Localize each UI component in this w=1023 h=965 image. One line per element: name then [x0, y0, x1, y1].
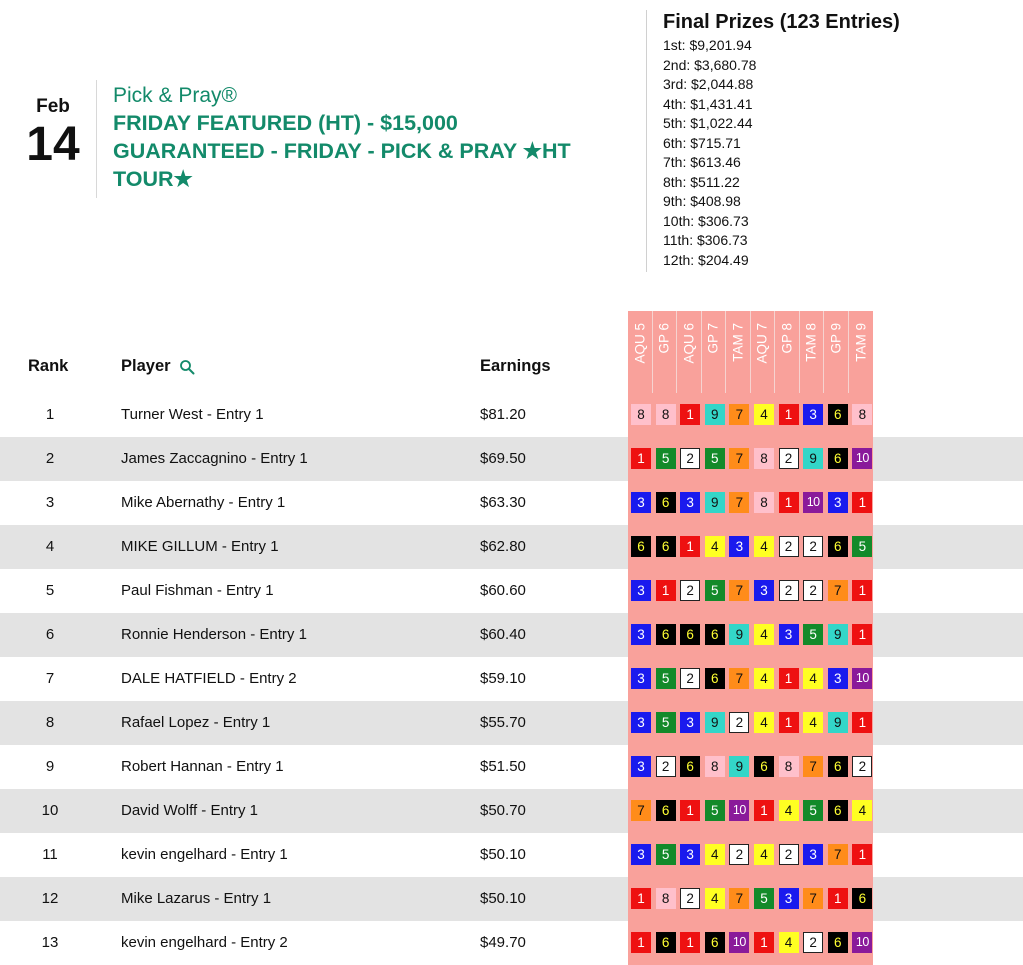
rank-cell: 4	[45, 538, 55, 555]
pick-badge: 8	[631, 404, 651, 425]
pick-badge: 2	[803, 580, 823, 601]
pick-badge: 2	[680, 580, 700, 601]
table-row[interactable]	[0, 437, 1023, 481]
pick-badge: 3	[729, 536, 749, 557]
earnings-cell: $50.10	[480, 846, 526, 863]
earnings-cell: $51.50	[480, 758, 526, 775]
pick-badge: 10	[803, 492, 823, 513]
rank-cell: 8	[45, 714, 55, 731]
prize-list	[663, 36, 1003, 270]
pick-badge: 4	[754, 668, 774, 689]
pick-badge: 1	[680, 932, 700, 953]
pick-badge: 7	[729, 580, 749, 601]
pick-badge: 6	[852, 888, 872, 909]
event-brand: Pick & Pray®	[113, 84, 238, 107]
pick-badge: 7	[828, 844, 848, 865]
pick-badge: 6	[828, 800, 848, 821]
picks	[631, 932, 872, 953]
pick-badge: 1	[779, 404, 799, 425]
pick-badge: 5	[852, 536, 872, 557]
table-row[interactable]	[0, 525, 1023, 569]
prize-line: 9th: $408.98	[663, 193, 741, 209]
prize-line: 6th: $715.71	[663, 134, 741, 151]
pick-badge: 8	[656, 888, 676, 909]
pick-badge: 7	[729, 492, 749, 513]
pick-badge: 3	[779, 888, 799, 909]
rank-cell: 1	[45, 406, 55, 423]
table-row[interactable]	[0, 569, 1023, 613]
pick-badge: 8	[656, 404, 676, 425]
rank-cell: 12	[41, 890, 59, 907]
pick-badge: 2	[779, 448, 799, 469]
event-info	[113, 82, 613, 193]
pick-badge: 8	[852, 404, 872, 425]
rank-cell: 2	[45, 450, 55, 467]
pick-badge: 5	[656, 448, 676, 469]
prize-line: 7th: $613.46	[663, 154, 741, 170]
player-cell[interactable]: Paul Fishman - Entry 1	[121, 582, 274, 599]
pick-badge: 2	[680, 668, 700, 689]
pick-badge: 5	[705, 448, 725, 469]
player-cell[interactable]: kevin engelhard - Entry 1	[121, 846, 288, 863]
pick-badge: 10	[729, 932, 749, 953]
pick-badge: 2	[803, 932, 823, 953]
race-header	[775, 311, 800, 395]
pick-badge: 2	[656, 756, 676, 777]
rank-cell: 7	[45, 670, 55, 687]
table-row[interactable]	[0, 481, 1023, 525]
pick-badge: 4	[803, 712, 823, 733]
pick-badge: 3	[631, 712, 651, 733]
pick-badge: 1	[779, 668, 799, 689]
pick-badge: 5	[803, 624, 823, 645]
race-header	[726, 311, 751, 395]
pick-badge: 1	[852, 844, 872, 865]
pick-badge: 8	[754, 448, 774, 469]
pick-badge: 3	[631, 756, 651, 777]
pick-badge: 1	[852, 492, 872, 513]
player-cell[interactable]: David Wolff - Entry 1	[121, 802, 258, 819]
race-header	[653, 311, 678, 395]
pick-badge: 10	[852, 448, 872, 469]
race-header	[702, 311, 727, 395]
pick-badge: 1	[852, 580, 872, 601]
pick-badge: 5	[754, 888, 774, 909]
race-label: AQU 6	[681, 323, 697, 364]
earnings-header[interactable]: Earnings	[480, 357, 551, 375]
pick-badge: 9	[705, 492, 725, 513]
pick-badge: 4	[705, 536, 725, 557]
pick-badge: 6	[680, 756, 700, 777]
final-prizes	[646, 10, 1003, 272]
earnings-cell: $60.60	[480, 582, 526, 599]
pick-badge: 4	[754, 844, 774, 865]
race-header	[824, 311, 849, 395]
pick-badge: 3	[680, 492, 700, 513]
table-row[interactable]	[0, 877, 1023, 921]
search-icon[interactable]	[179, 359, 195, 375]
picks	[631, 756, 872, 777]
pick-badge: 8	[705, 756, 725, 777]
pick-badge: 9	[803, 448, 823, 469]
pick-badge: 3	[803, 404, 823, 425]
pick-badge: 6	[754, 756, 774, 777]
pick-badge: 5	[705, 580, 725, 601]
pick-badge: 3	[631, 668, 651, 689]
race-header	[751, 311, 776, 395]
pick-badge: 1	[631, 932, 651, 953]
event-month: Feb	[36, 96, 70, 117]
rank-cell: 3	[45, 494, 55, 511]
player-cell[interactable]: Turner West - Entry 1	[121, 406, 264, 423]
race-label: GP 7	[705, 323, 721, 354]
pick-badge: 6	[705, 668, 725, 689]
player-cell[interactable]: kevin engelhard - Entry 2	[121, 934, 288, 951]
event-day: 14	[26, 118, 80, 171]
pick-badge: 6	[705, 624, 725, 645]
pick-badge: 6	[656, 624, 676, 645]
race-label: AQU 7	[754, 323, 770, 364]
race-label: AQU 5	[632, 323, 648, 364]
race-headers	[628, 311, 873, 395]
pick-badge: 2	[779, 580, 799, 601]
picks	[631, 800, 872, 821]
pick-badge: 3	[631, 492, 651, 513]
picks	[631, 888, 872, 909]
pick-badge: 6	[828, 448, 848, 469]
pick-badge: 1	[631, 448, 651, 469]
pick-badge: 5	[656, 712, 676, 733]
pick-badge: 2	[803, 536, 823, 557]
pick-badge: 7	[803, 888, 823, 909]
table-row[interactable]	[0, 393, 1023, 437]
pick-badge: 7	[631, 800, 651, 821]
pick-badge: 3	[631, 580, 651, 601]
pick-badge: 6	[828, 756, 848, 777]
picks	[631, 712, 872, 733]
earnings-cell: $81.20	[480, 406, 526, 423]
race-label: TAM 9	[853, 323, 869, 362]
table-row[interactable]	[0, 921, 1023, 965]
pick-badge: 4	[779, 932, 799, 953]
table-row[interactable]	[0, 613, 1023, 657]
pick-badge: 1	[828, 888, 848, 909]
player-cell[interactable]: Ronnie Henderson - Entry 1	[121, 626, 307, 643]
pick-badge: 6	[680, 624, 700, 645]
picks	[631, 492, 872, 513]
table-row[interactable]	[0, 701, 1023, 745]
race-label: GP 9	[828, 323, 844, 354]
player-cell[interactable]: DALE HATFIELD - Entry 2	[121, 670, 297, 687]
pick-badge: 1	[680, 404, 700, 425]
pick-badge: 3	[828, 492, 848, 513]
race-header	[677, 311, 702, 395]
pick-badge: 3	[631, 844, 651, 865]
pick-badge: 2	[729, 712, 749, 733]
pick-badge: 1	[852, 624, 872, 645]
prize-line: 11th: $306.73	[663, 232, 748, 248]
player-header[interactable]	[121, 357, 195, 376]
prizes-title: Final Prizes (123 Entries)	[663, 11, 900, 33]
pick-badge: 3	[803, 844, 823, 865]
pick-badge: 7	[828, 580, 848, 601]
pick-badge: 9	[729, 624, 749, 645]
picks	[631, 448, 872, 469]
player-cell[interactable]: Mike Abernathy - Entry 1	[121, 494, 286, 511]
rank-cell: 13	[41, 934, 59, 951]
earnings-cell: $60.40	[480, 626, 526, 643]
pick-badge: 9	[729, 756, 749, 777]
pick-badge: 3	[779, 624, 799, 645]
race-label: TAM 8	[803, 323, 819, 362]
pick-badge: 4	[754, 624, 774, 645]
pick-badge: 6	[828, 536, 848, 557]
pick-badge: 3	[680, 844, 700, 865]
pick-badge: 6	[656, 536, 676, 557]
pick-badge: 7	[729, 404, 749, 425]
pick-badge: 7	[729, 668, 749, 689]
pick-badge: 4	[705, 844, 725, 865]
picks	[631, 668, 872, 689]
prize-line: 10th: $306.73	[663, 212, 749, 229]
pick-badge: 2	[680, 448, 700, 469]
picks	[631, 536, 872, 557]
earnings-cell: $69.50	[480, 450, 526, 467]
prize-line: 5th: $1,022.44	[663, 115, 753, 131]
picks	[631, 404, 872, 425]
pick-badge: 5	[803, 800, 823, 821]
pick-badge: 2	[729, 844, 749, 865]
earnings-cell: $50.10	[480, 890, 526, 907]
pick-badge: 4	[754, 712, 774, 733]
pick-badge: 2	[852, 756, 872, 777]
pick-badge: 1	[779, 712, 799, 733]
pick-badge: 4	[754, 536, 774, 557]
pick-badge: 1	[680, 800, 700, 821]
race-label: GP 8	[779, 323, 795, 354]
pick-badge: 4	[852, 800, 872, 821]
prize-line: 4th: $1,431.41	[663, 95, 753, 112]
pick-badge: 10	[852, 932, 872, 953]
pick-badge: 8	[754, 492, 774, 513]
earnings-cell: $59.10	[480, 670, 526, 687]
pick-badge: 6	[656, 800, 676, 821]
rank-cell: 9	[45, 758, 55, 775]
event-title: FRIDAY FEATURED (HT) - $15,000 GUARANTEED - FRIDAY - PICK & PRAY ★HT TOUR★	[113, 111, 571, 191]
table-row[interactable]	[0, 745, 1023, 789]
player-cell[interactable]: MIKE GILLUM - Entry 1	[121, 538, 279, 555]
pick-badge: 8	[779, 756, 799, 777]
player-cell[interactable]: Robert Hannan - Entry 1	[121, 758, 284, 775]
pick-badge: 6	[705, 932, 725, 953]
race-label: TAM 7	[730, 323, 746, 362]
player-cell[interactable]: Mike Lazarus - Entry 1	[121, 890, 272, 907]
pick-badge: 5	[705, 800, 725, 821]
race-header	[628, 311, 653, 395]
pick-badge: 7	[729, 888, 749, 909]
pick-badge: 5	[656, 844, 676, 865]
pick-badge: 2	[779, 844, 799, 865]
pick-badge: 5	[656, 668, 676, 689]
pick-badge: 3	[754, 580, 774, 601]
pick-badge: 9	[705, 404, 725, 425]
pick-badge: 6	[656, 492, 676, 513]
player-cell[interactable]: Rafael Lopez - Entry 1	[121, 714, 271, 731]
pick-badge: 6	[828, 404, 848, 425]
prize-line: 12th: $204.49	[663, 251, 749, 268]
prize-line: 1st: $9,201.94	[663, 37, 752, 53]
pick-badge: 6	[656, 932, 676, 953]
pick-badge: 2	[680, 888, 700, 909]
pick-badge: 7	[729, 448, 749, 469]
divider	[96, 80, 97, 198]
picks	[631, 844, 872, 865]
pick-badge: 3	[828, 668, 848, 689]
prize-line: 8th: $511.22	[663, 173, 740, 190]
prize-line: 3rd: $2,044.88	[663, 76, 754, 92]
pick-badge: 9	[828, 712, 848, 733]
pick-badge: 1	[656, 580, 676, 601]
earnings-cell: $62.80	[480, 538, 526, 555]
table-row[interactable]	[0, 657, 1023, 701]
earnings-cell: $49.70	[480, 934, 526, 951]
earnings-cell: $55.70	[480, 714, 526, 731]
pick-badge: 6	[631, 536, 651, 557]
pick-badge: 1	[680, 536, 700, 557]
rank-cell: 11	[42, 846, 58, 863]
rank-header[interactable]: Rank	[28, 357, 69, 375]
pick-badge: 6	[828, 932, 848, 953]
pick-badge: 4	[803, 668, 823, 689]
pick-badge: 2	[779, 536, 799, 557]
race-label: GP 6	[656, 323, 672, 354]
pick-badge: 4	[754, 404, 774, 425]
pick-badge: 1	[631, 888, 651, 909]
pick-badge: 3	[631, 624, 651, 645]
rank-cell: 5	[45, 582, 55, 599]
pick-badge: 1	[779, 492, 799, 513]
player-header-label: Player	[121, 357, 171, 375]
table-row[interactable]	[0, 833, 1023, 877]
earnings-cell: $50.70	[480, 802, 526, 819]
race-header	[800, 311, 825, 395]
race-header	[849, 311, 874, 395]
pick-badge: 1	[754, 932, 774, 953]
earnings-cell: $63.30	[480, 494, 526, 511]
pick-badge: 10	[729, 800, 749, 821]
pick-badge: 7	[803, 756, 823, 777]
table-row[interactable]	[0, 789, 1023, 833]
rank-cell: 6	[45, 626, 55, 643]
rank-cell: 10	[41, 802, 59, 819]
pick-badge: 4	[779, 800, 799, 821]
picks	[631, 624, 872, 645]
pick-badge: 9	[828, 624, 848, 645]
pick-badge: 3	[680, 712, 700, 733]
prize-line: 2nd: $3,680.78	[663, 56, 757, 73]
event-date	[22, 96, 84, 170]
pick-badge: 4	[705, 888, 725, 909]
player-cell[interactable]: James Zaccagnino - Entry 1	[121, 450, 308, 467]
pick-badge: 1	[852, 712, 872, 733]
picks	[631, 580, 872, 601]
pick-badge: 1	[754, 800, 774, 821]
pick-badge: 9	[705, 712, 725, 733]
pick-badge: 10	[852, 668, 872, 689]
